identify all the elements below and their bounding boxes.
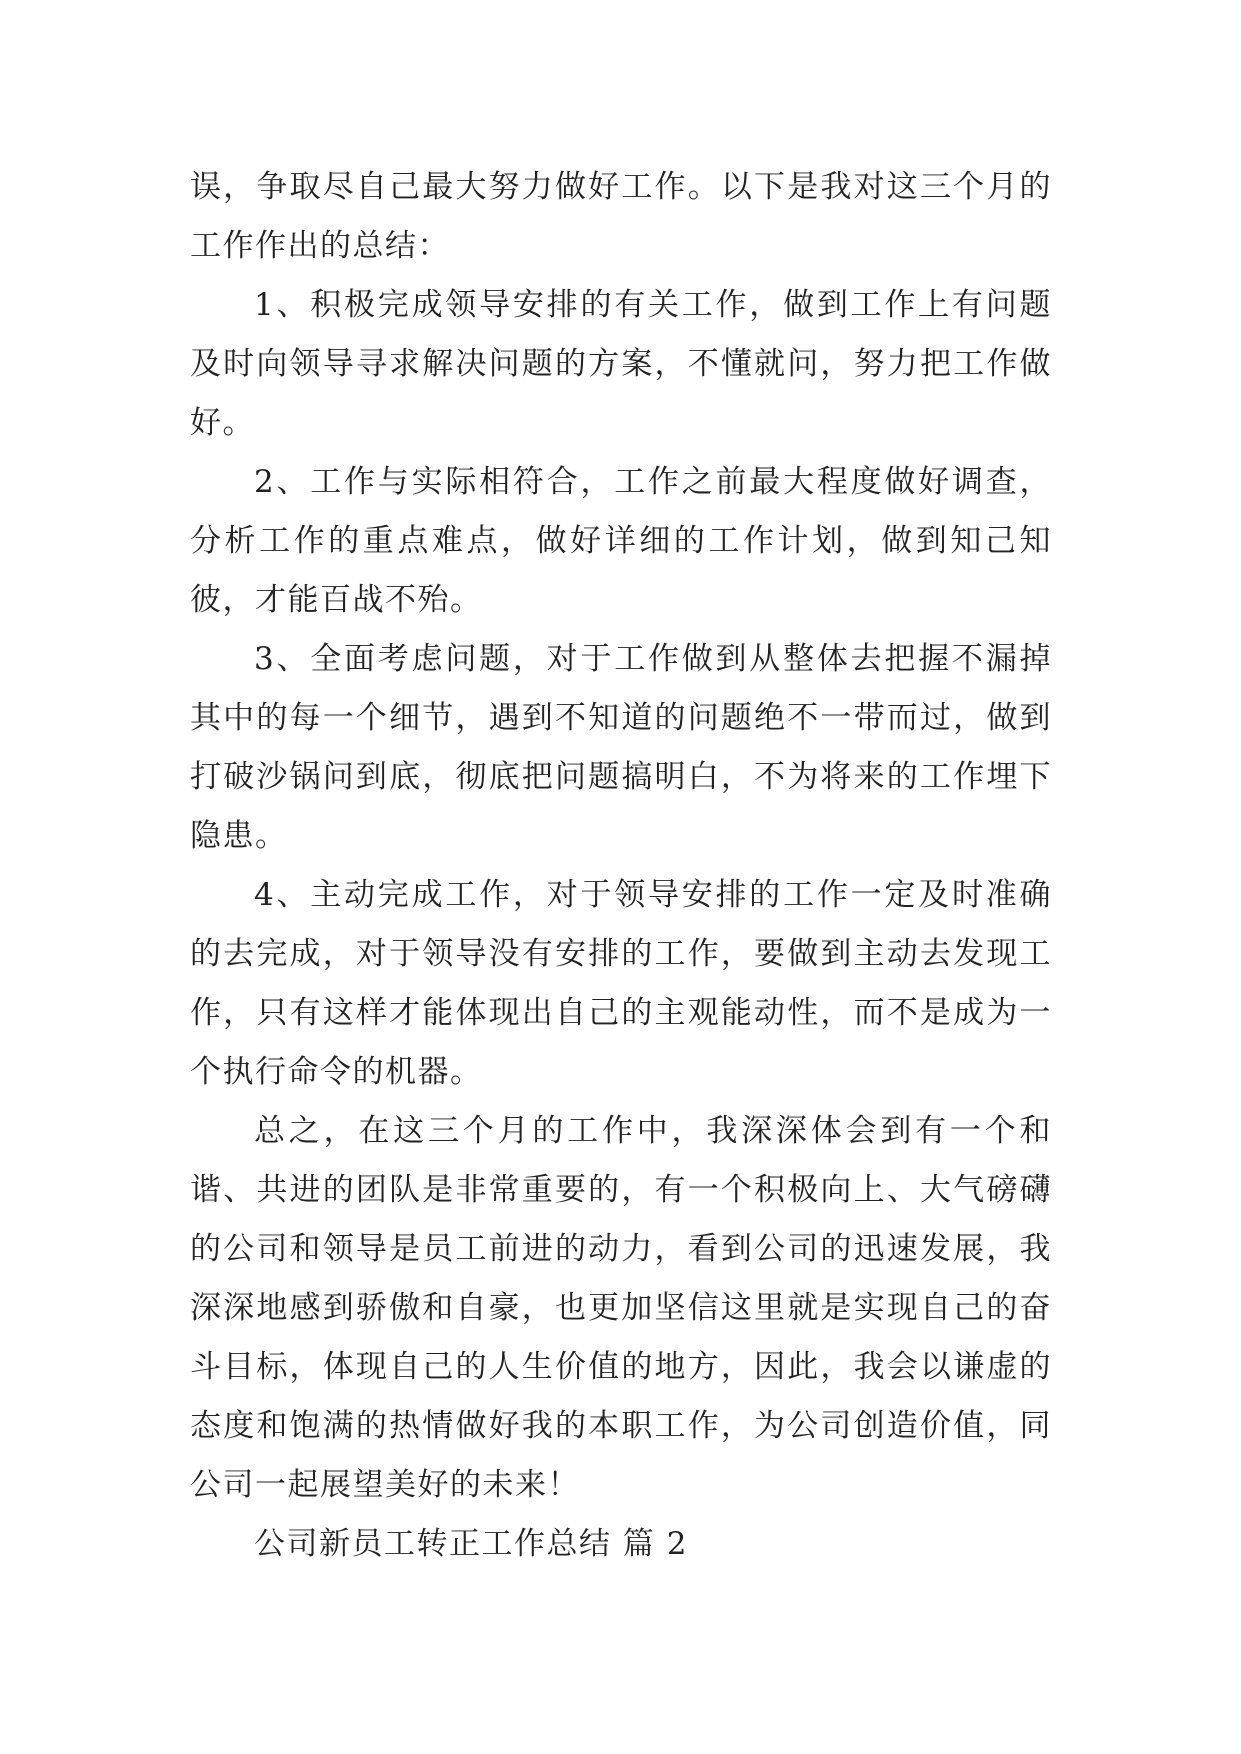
paragraph-point-4: 4、主动完成工作，对于领导安排的工作一定及时准确的去完成，对于领导没有安排的工作，要做到主动去发现工作，只有这样才能体现出自己的主观能动性，而不是成为一个执行命令的机器。 (190, 877, 1052, 1090)
paragraph-point-3: 3、全面考虑问题，对于工作做到从整体去把握不漏掉其中的每一个细节，遇到不知道的问题绝不一带而过，做到打破沙锅问到底，彻底把问题搞明白，不为将来的工作埋下隐患。 (190, 641, 1052, 854)
paragraph-point-1: 1、积极完成领导安排的有关工作，做到工作上有问题及时向领导寻求解决问题的方案，不懂就问，努力把工作做好。 (190, 287, 1052, 441)
document-body (190, 158, 1052, 1574)
paragraph-conclusion: 总之，在这三个月的工作中，我深深体会到有一个和谐、共进的团队是非常重要的，有一个积极向上、大气磅礴的公司和领导是员工前进的动力，看到公司的迅速发展，我深深地感到骄傲和自豪，也更加坚信这里就是实现自己的奋斗目标，体现自己的人生价值的地方，因此，我会以谦虚的态度和饱满的热情做好我的本职工作，为公司创造价值，同公司一起展望美好的未来！ (190, 1113, 1052, 1503)
paragraph-intro-continuation: 误，争取尽自己最大努力做好工作。以下是我对这三个月的工作作出的总结： (190, 169, 1052, 264)
section-heading: 公司新员工转正工作总结 篇 2 (254, 1526, 688, 1562)
paragraph-point-2: 2、工作与实际相符合，工作之前最大程度做好调查，分析工作的重点难点，做好详细的工作计划，做到知己知彼，才能百战不殆。 (190, 464, 1052, 618)
